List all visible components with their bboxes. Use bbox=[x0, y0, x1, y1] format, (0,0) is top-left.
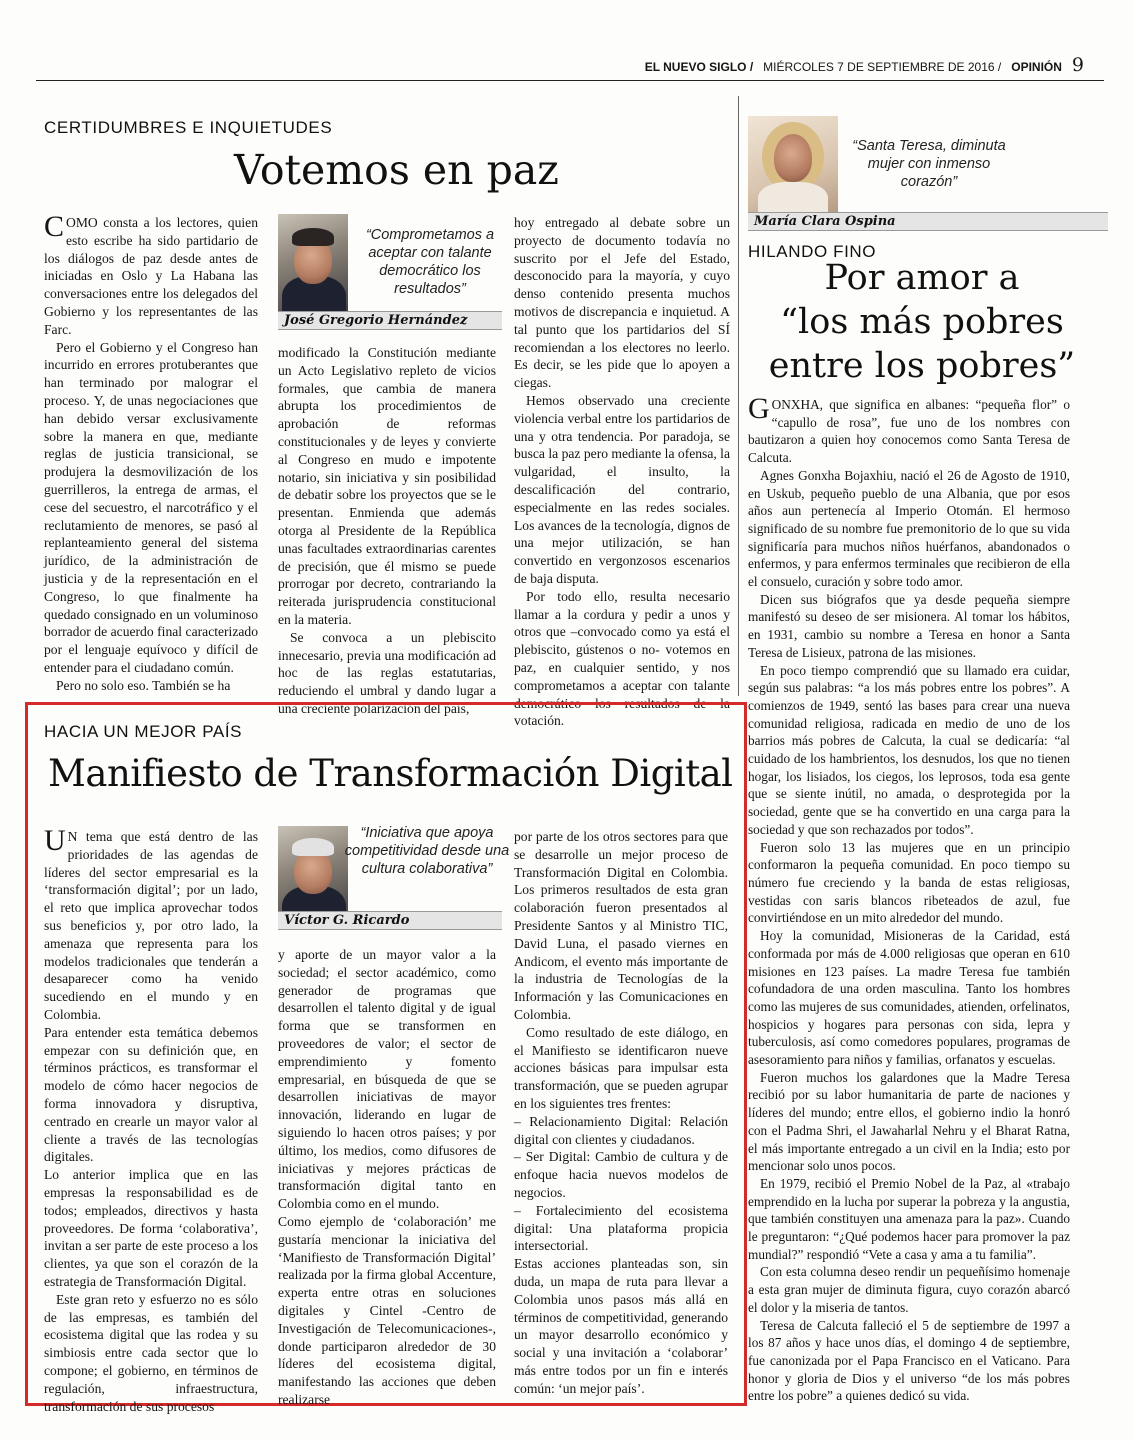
paragraph: hoy entregado al debate sobre un proyecto de documento todavía no suscrito por el Jefe del Estado, desconocido para la mayoría, y cuyo denso contenido presenta muchos motivos de discrepancia e inquietud. A tal punto que los partidarios del SÍ recomiendan a los electores no leerlo. Es decir, se les pide que lo apoyen a ciegas. bbox=[514, 215, 730, 391]
paragraph: COMO consta a los lectores, quien esto escribe ha sido partidario de los diálogos de paz desde antes de iniciadas en Oslo y La Habana las conversaciones entre los delegados del Gobierno y los representantes de las Farc. bbox=[44, 210, 258, 337]
article3-body bbox=[748, 392, 1070, 1405]
paragraph: – Fortalecimiento del ecosistema digital: Una plataforma propicia intersectorial. bbox=[514, 1202, 728, 1254]
paragraph: Hemos observado una creciente violencia verbal entre los partidarios de una y otra tendencia. Por paradoja, se busca la paz pero mediante la ofensa, la vulgaridad, el insulto, la descalificación del contrario, especialmente en las redes sociales. Los avances de la tecnología, dignos de una mejor utilización, se han convertido en vergonzosos escenarios de baja disputa. bbox=[514, 392, 730, 586]
paragraph: Lo anterior implica que en las empresas la responsabilidad es de todos; empleados, directivos y hasta proveedores. De forma ‘colaborativa’, invitan a ser parte de este proceso a los clientes, ya que son el corazón de la estrategia de Transformación Digital. bbox=[44, 1167, 258, 1289]
paragraph: – Ser Digital: Cambio de cultura y de enfoque hacia nuevos modelos de negocios. bbox=[514, 1149, 728, 1200]
article3-title bbox=[748, 256, 1096, 388]
paragraph: Agnes Gonxha Bojaxhiu, nació el 26 de Agosto de 1910, en Uskub, pequeño pueblo de una Albania, que por esos años aun pertenecía al Imperio Otomán. El hermoso significado de su nombre fue premonitorio de lo que su vida significaría para muchos niños huérfanos, abandonados o enfermos, y para enfermos terminales que recibieron de ella el consuelo, curación y sobre todo amor. bbox=[748, 467, 1070, 590]
article2-col2 bbox=[278, 946, 496, 1409]
page-number: 9 bbox=[1071, 54, 1084, 76]
article2-author: Víctor G. Ricardo bbox=[278, 911, 502, 930]
article2-kicker: HACIA UN MEJOR PAÍS bbox=[44, 722, 243, 741]
paragraph: Como resultado de este diálogo, en el Manifiesto se identificaron nueve acciones básicas para impulsar esta transformación, que se pueden agrupar en los siguientes tres frentes: bbox=[514, 1024, 728, 1111]
paragraph: por parte de los otros sectores para que se desarrolle un mejor proceso de Transformación Digital en Colombia. Los primeros resultados de esta gran colaboración fueron presentados al Presidente Santos y al Ministro TIC, David Luna, el pasado viernes en Andicom, el evento más importante de la industria de Tecnologías de la Información y las Comunicaciones en Colombia. bbox=[514, 829, 728, 1022]
paragraph: Con esta columna deseo rendir un pequeñísimo homenaje a esta gran mujer de diminuta figura, cuyo corazón abarcó el dolor y la miseria de tantos. bbox=[748, 1264, 1070, 1315]
title-line: Por amor a bbox=[824, 258, 1020, 298]
paragraph: Fueron muchos los galardones que la Madre Teresa recibió por su labor humanitaria de parte de naciones y líderes del mundo; entre ellos, el gobierno indio la honró con el Padma Shri, el Jawaharlal Nehru y el Bharat Ratna, el más importante entregado a un civil en la India; esto por mencionar solo unos pocos. bbox=[748, 1069, 1070, 1174]
paragraph: Pero el Gobierno y el Congreso han incurrido en errores protuberantes que han terminado por malograr el proceso. Y, de unas negociaciones que han debido versar exclusivamente sobre la manera en que, mediante reglas de justicia transicional, se produjera la desmovilización de los guerrilleros, la entrega de armas, el cese del secuestro, el narcotráfico y el reclutamiento de menores, se pasó al replanteamiento general del sistema jurídico, de la administración de justicia y de la representación en el Congreso, lo que finalmente ha quedado consignado en un voluminoso borrador de acuerdo final caracterizado por el lenguaje equívoco y difícil de entender para el ciudadano común. bbox=[44, 339, 258, 675]
paragraph: – Relacionamiento Digital: Relación digital con clientes y ciudadanos. bbox=[514, 1113, 728, 1147]
paragraph: Como ejemplo de ‘colaboración’ me gustaría mencionar la iniciativa del ‘Manifiesto de Transformación Digital’ realizada por la firma global Accenture, experta entre otras en soluciones digitales y Cintel -Centro de Investigación de Telecomunicaciones-, donde participaron alrededor de 30 líderes del ecosistema digital, manifestando las acciones que deben realizarse bbox=[278, 1213, 496, 1407]
paragraph: modificado la Constitución mediante un Acto Legislativo repleto de vicios formales, que cambia de manera abrupta los procedimientos de aprobación de reformas constitucionales y de leyes y convierte al Congreso en mudo e impotente notario, sin iniciativa y sin posibilidad de debatir sobre los proyectos que se le presentan. Enmienda que además otorga al Presidente de la República unas facultades extraordinarias carentes de precisión, que él mismo se puede prorrogar por decreto, contrariando la reiterada jurisprudencia constitucional en la materia. bbox=[278, 345, 496, 627]
column-divider bbox=[738, 96, 739, 696]
paragraph: y aporte de un mayor valor a la sociedad; el sector académico, como generador de programas que desarrollen el talento digital y de igual forma que se transformen en proveedores de valor; el sector de emprendimiento y fomento empresarial, en búsqueda de que se desarrollen iniciativas de mayor innovación, liderando en lugar de siguiendo lo hacen otros países; y por último, los medios, como difusores de iniciativas y mejores prácticas de transformación digital tanto en Colombia como en el mundo. bbox=[278, 947, 496, 1212]
paragraph: GONXHA, que significa en albanes: “pequeña flor” o “capullo de rosa”, fue uno de los nombres con bautizaron a quien hoy conocemos como Santa Teresa de Calcuta. bbox=[748, 392, 1070, 466]
article2-col3 bbox=[514, 828, 728, 1398]
article1-col3 bbox=[514, 214, 730, 730]
article1-kicker: CERTIDUMBRES E INQUIETUDES bbox=[44, 118, 333, 137]
article1-col1 bbox=[44, 210, 258, 695]
article1-author: José Gregorio Hernández bbox=[278, 311, 502, 330]
paragraph: Este gran reto y esfuerzo no es sólo de las empresas, es también del ecosistema digital que las rodea y su simbiosis entre cada sector que lo compone; el gobierno, en términos de regulación, infraestructura, transformación de sus procesos bbox=[44, 1291, 258, 1414]
article3-kicker: HILANDO FINO bbox=[748, 242, 877, 261]
paragraph: Fueron solo 13 las mujeres que en un principio conformaron la pequeña comunidad. En poco tiempo su número fue creciendo y la banda de estas religiosas, vestidas con saris blancos ribeteados de azul, fue convirtiéndose en un mito alrededor del mundo. bbox=[748, 839, 1070, 926]
masthead-paper: EL NUEVO SIGLO / bbox=[644, 60, 754, 74]
paragraph: Se convoca a un plebiscito innecesario, previa una modificación ad hoc de las reglas estatutarias, reduciendo el umbral y dando lugar a una creciente polarización del país, bbox=[278, 629, 496, 716]
paragraph: En poco tiempo comprendió que su llamado era cuidar, según sus palabras: “a los más pobres entre los pobres”. A comienzos de 1949, sentó las bases para crear una nueva comunidad religiosa, radicada en medio de uno de los barrios más pobres de Calcuta, la cual se dedicaría: “al cuidado de los hambrientos, los desnudos, los que no tienen hogar, los lisiados, los ciegos, los leprosos, toda esa gente que se siente inútil, no amada, o desprotegida por la sociedad, gente que se ha convertido en una carga para la sociedad y que son rechazados por todos”. bbox=[748, 662, 1070, 837]
article2-col1 bbox=[44, 824, 258, 1415]
paragraph: Teresa de Calcuta falleció el 5 de septiembre de 1997 a los 87 años y hace unos días, el domingo 4 de septiembre, fue canonizada por el Papa Francisco en el Vaticano. Para honor y gloria de Dios y el universo “de los más pobres entre los pobre” a quienes dedicó su vida. bbox=[748, 1317, 1070, 1404]
article3-author: María Clara Ospina bbox=[748, 212, 1108, 231]
paragraph: Para entender esta temática debemos empezar con su definición que, en términos prácticos, es transformar el modelo de cómo hacer negocios de forma innovadora y disruptiva, centrado en crearle un mayor valor al cliente a través de las tecnologías digitales. bbox=[44, 1024, 258, 1165]
paragraph: Estas acciones planteadas son, sin duda, un mapa de ruta para llevar a Colombia unos pasos más allá en términos de competitividad, generando un mayor desarrollo económico y social y una invitación a ‘colaborar’ más entre todos por un fin e interés común: ‘un mejor país’. bbox=[514, 1256, 728, 1396]
article1-col2 bbox=[278, 344, 496, 718]
article2-pull-quote: “Iniciativa que apoya competitividad desde una cultura colaborativa” bbox=[344, 825, 510, 877]
paragraph: Dicen sus biógrafos que ya desde pequeña siempre manifestó su deseo de ser misionera. Al tomar los hábitos, en 1931, cambio su nombre a Teresa en honor a Santa Teresa de Lisieux, patrona de las misiones. bbox=[748, 591, 1070, 660]
paragraph: Pero no solo eso. También se ha bbox=[56, 677, 231, 693]
masthead-date: MIÉRCOLES 7 DE SEPTIEMBRE DE 2016 / bbox=[763, 60, 1002, 74]
author-photo bbox=[278, 214, 348, 314]
masthead-section: OPINIÓN bbox=[1011, 60, 1062, 74]
author-photo bbox=[748, 116, 838, 214]
paragraph: En 1979, recibió el Premio Nobel de la Paz, al «trabajo emprendido en la lucha por superar la pobreza y la angustia, que también constituyen una amenaza para la paz». Cuando le preguntaron: “¿Qué podemos hacer para promover la paz mundial?” respondió “Vete a casa y ama a tu familia”. bbox=[748, 1175, 1070, 1262]
article1-pull-quote: “Comprometamos a aceptar con talante democrático los resultados” bbox=[365, 227, 495, 297]
title-line: “los más pobres bbox=[780, 302, 1064, 342]
title-line: entre los pobres” bbox=[768, 346, 1076, 386]
article1-title: Votemos en paz bbox=[234, 146, 559, 194]
masthead bbox=[645, 54, 1084, 76]
author-photo bbox=[278, 826, 348, 924]
top-rule bbox=[36, 80, 1104, 81]
article3-pull-quote: “Santa Teresa, diminuta mujer con inmenso corazón” bbox=[852, 138, 1006, 190]
article2-title: Manifiesto de Transformación Digital bbox=[48, 752, 733, 795]
paragraph: UN tema que está dentro de las prioridades de las agendas de líderes del sector empresarial es la ‘transformación digital’; por un lado, el reto que implica aprovechar todos sus beneficios y, por otro lado, la amenaza que representa para los modelos tradicionales que tenderán a desaparecer como ha venido sucediendo en el mundo y en Colombia. bbox=[44, 824, 258, 1022]
paragraph: Hoy la comunidad, Misioneras de la Caridad, está conformada por más de 4.000 religiosas que operan en 610 misiones en 123 países. La madre Teresa fue también cofundadora de una orden masculina. Tanto los hombres como las mujeres de sus comunidades, atienden, orfelinatos, hospicios y hogares para personas con sida, lepra y tuberculosis, así como comedores populares, programas de asesoramiento para niños y familias, orfanatos y escuelas. bbox=[748, 928, 1070, 1068]
paragraph: Por todo ello, resulta necesario llamar a la cordura y pedir a unos y otros que –convocado como ya está el plebiscito, gústenos o no- votemos en paz, en cualquier sentido, y nos comprometamos a aceptar con talante democrático los resultados de la votación. bbox=[514, 588, 730, 729]
